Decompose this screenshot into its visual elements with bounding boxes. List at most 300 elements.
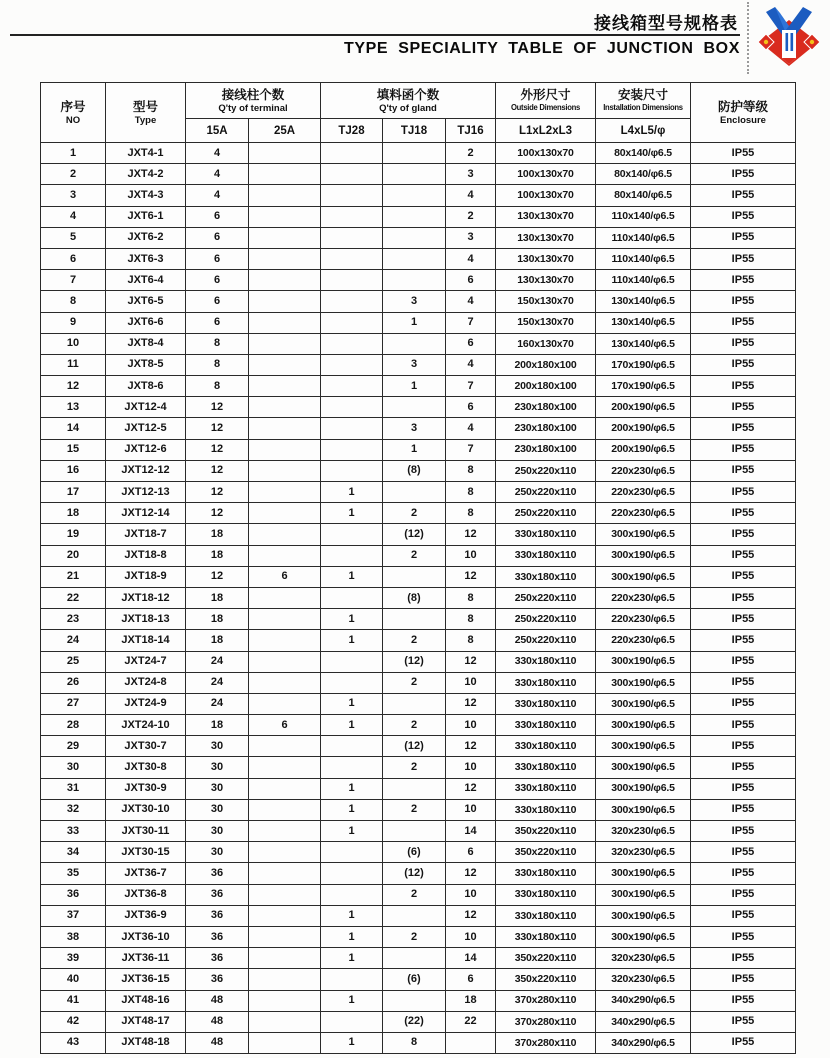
cell-outside: 330x180x110	[496, 566, 596, 587]
cell-tj28	[321, 354, 383, 375]
cell-no: 23	[41, 609, 106, 630]
cell-type: JXT6-4	[106, 270, 186, 291]
cell-type: JXT24-8	[106, 672, 186, 693]
cell-25a	[249, 248, 321, 269]
cell-tj18: (12)	[383, 736, 446, 757]
title-divider-line	[10, 34, 740, 36]
cell-outside: 150x130x70	[496, 291, 596, 312]
cell-type: JXT30-11	[106, 821, 186, 842]
col-subheader-25a: 25A	[249, 119, 321, 143]
cell-tj18: 1	[383, 376, 446, 397]
cell-tj28	[321, 587, 383, 608]
table-row	[41, 736, 796, 757]
cell-install: 300x190/φ6.5	[596, 566, 691, 587]
cell-enclosure: IP55	[691, 757, 796, 778]
cell-tj18: 2	[383, 545, 446, 566]
cell-outside: 250x220x110	[496, 460, 596, 481]
cell-enclosure: IP55	[691, 821, 796, 842]
cell-outside: 330x180x110	[496, 651, 596, 672]
cell-tj16: 6	[446, 842, 496, 863]
col-header-outside-dimensions: 外形尺寸 Outside Dimensions	[496, 83, 596, 119]
table-row	[41, 587, 796, 608]
cell-tj16: 8	[446, 482, 496, 503]
cell-15a: 12	[186, 460, 249, 481]
cell-tj18: (12)	[383, 863, 446, 884]
cell-outside: 330x180x110	[496, 863, 596, 884]
cell-tj28	[321, 185, 383, 206]
cell-tj18: (6)	[383, 969, 446, 990]
cell-15a: 30	[186, 821, 249, 842]
cell-enclosure: IP55	[691, 905, 796, 926]
cell-outside: 250x220x110	[496, 503, 596, 524]
col-header-type: 型号 Type	[106, 83, 186, 143]
cell-install: 300x190/φ6.5	[596, 778, 691, 799]
cell-tj18: 1	[383, 312, 446, 333]
cell-no: 36	[41, 884, 106, 905]
cell-25a	[249, 206, 321, 227]
cell-15a: 36	[186, 863, 249, 884]
cell-tj18	[383, 248, 446, 269]
cell-outside: 330x180x110	[496, 736, 596, 757]
cell-install: 220x230/φ6.5	[596, 630, 691, 651]
cell-25a	[249, 757, 321, 778]
cell-enclosure: IP55	[691, 418, 796, 439]
cell-15a: 8	[186, 376, 249, 397]
cell-enclosure: IP55	[691, 376, 796, 397]
cell-tj28	[321, 418, 383, 439]
table-row	[41, 503, 796, 524]
cell-install: 220x230/φ6.5	[596, 460, 691, 481]
cell-type: JXT8-4	[106, 333, 186, 354]
cell-tj18: 2	[383, 630, 446, 651]
table-row	[41, 799, 796, 820]
cell-outside: 160x130x70	[496, 333, 596, 354]
cell-install: 340x290/φ6.5	[596, 1011, 691, 1032]
cell-outside: 330x180x110	[496, 545, 596, 566]
cell-tj16: 10	[446, 799, 496, 820]
cell-enclosure: IP55	[691, 439, 796, 460]
table-row	[41, 990, 796, 1011]
cell-25a	[249, 799, 321, 820]
cell-25a	[249, 333, 321, 354]
cell-enclosure: IP55	[691, 545, 796, 566]
cell-tj28	[321, 651, 383, 672]
cell-tj16: 10	[446, 672, 496, 693]
col-header-no: 序号 NO	[41, 83, 106, 143]
table-row	[41, 715, 796, 736]
cell-no: 35	[41, 863, 106, 884]
cell-tj18: 2	[383, 884, 446, 905]
cell-tj28: 1	[321, 503, 383, 524]
cell-outside: 330x180x110	[496, 905, 596, 926]
cell-enclosure: IP55	[691, 312, 796, 333]
cell-tj16: 8	[446, 609, 496, 630]
table-row	[41, 354, 796, 375]
cell-outside: 330x180x110	[496, 672, 596, 693]
cell-tj28: 1	[321, 905, 383, 926]
cell-tj18	[383, 609, 446, 630]
cell-install: 110x140/φ6.5	[596, 206, 691, 227]
cell-no: 3	[41, 185, 106, 206]
cell-15a: 6	[186, 270, 249, 291]
cell-outside: 100x130x70	[496, 143, 596, 164]
cell-tj28	[321, 545, 383, 566]
cell-enclosure: IP55	[691, 842, 796, 863]
cell-install: 300x190/φ6.5	[596, 715, 691, 736]
cell-type: JXT18-14	[106, 630, 186, 651]
cell-tj18: 2	[383, 799, 446, 820]
table-row	[41, 969, 796, 990]
cell-no: 39	[41, 948, 106, 969]
cell-25a: 6	[249, 566, 321, 587]
cell-25a	[249, 630, 321, 651]
cell-tj28: 1	[321, 715, 383, 736]
cell-tj18: 3	[383, 354, 446, 375]
cell-install: 170x190/φ6.5	[596, 354, 691, 375]
cell-tj28	[321, 884, 383, 905]
table-row	[41, 164, 796, 185]
table-row	[41, 482, 796, 503]
cell-install: 300x190/φ6.5	[596, 757, 691, 778]
cell-type: JXT24-9	[106, 693, 186, 714]
table-row	[41, 1032, 796, 1053]
cell-outside: 200x180x100	[496, 354, 596, 375]
cell-outside: 370x280x110	[496, 990, 596, 1011]
cell-25a	[249, 354, 321, 375]
cell-tj18	[383, 333, 446, 354]
cell-type: JXT6-6	[106, 312, 186, 333]
cell-enclosure: IP55	[691, 693, 796, 714]
cell-enclosure: IP55	[691, 291, 796, 312]
cell-outside: 330x180x110	[496, 778, 596, 799]
cell-tj16: 2	[446, 143, 496, 164]
table-row	[41, 821, 796, 842]
cell-no: 38	[41, 926, 106, 947]
cell-type: JXT36-9	[106, 905, 186, 926]
cell-enclosure: IP55	[691, 884, 796, 905]
cell-25a	[249, 990, 321, 1011]
cell-no: 11	[41, 354, 106, 375]
cell-tj16: 14	[446, 821, 496, 842]
table-row	[41, 270, 796, 291]
cell-enclosure: IP55	[691, 1011, 796, 1032]
cell-enclosure: IP55	[691, 482, 796, 503]
table-head	[41, 83, 796, 143]
cell-type: JXT48-18	[106, 1032, 186, 1053]
table-row	[41, 418, 796, 439]
cell-install: 340x290/φ6.5	[596, 1032, 691, 1053]
cell-25a	[249, 376, 321, 397]
cell-tj28: 1	[321, 1032, 383, 1053]
cell-enclosure: IP55	[691, 460, 796, 481]
cell-tj18: 8	[383, 1032, 446, 1053]
cell-25a	[249, 863, 321, 884]
cell-tj16: 14	[446, 948, 496, 969]
table-row	[41, 630, 796, 651]
cell-tj28: 1	[321, 609, 383, 630]
cell-no: 37	[41, 905, 106, 926]
cell-15a: 48	[186, 990, 249, 1011]
cell-25a	[249, 736, 321, 757]
cell-tj16: 12	[446, 905, 496, 926]
cell-25a	[249, 545, 321, 566]
cell-tj18: 2	[383, 503, 446, 524]
table-row	[41, 948, 796, 969]
cell-no: 18	[41, 503, 106, 524]
cell-enclosure: IP55	[691, 630, 796, 651]
cell-tj18	[383, 206, 446, 227]
cell-no: 7	[41, 270, 106, 291]
cell-25a	[249, 1032, 321, 1053]
cell-15a: 8	[186, 354, 249, 375]
cell-tj18: 2	[383, 757, 446, 778]
cell-outside: 200x180x100	[496, 376, 596, 397]
col-header-terminal: 接线柱个数 Q'ty of terminal	[186, 83, 321, 119]
cell-outside: 250x220x110	[496, 630, 596, 651]
cell-tj16: 12	[446, 736, 496, 757]
cell-type: JXT48-16	[106, 990, 186, 1011]
cell-tj18	[383, 566, 446, 587]
cell-no: 19	[41, 524, 106, 545]
cell-25a	[249, 969, 321, 990]
col-subheader-l4l5: L4xL5/φ	[596, 119, 691, 143]
cell-type: JXT12-13	[106, 482, 186, 503]
cell-tj16: 3	[446, 164, 496, 185]
cell-15a: 36	[186, 926, 249, 947]
cell-tj28: 1	[321, 693, 383, 714]
table-row	[41, 651, 796, 672]
table-row	[41, 227, 796, 248]
cell-tj18: (6)	[383, 842, 446, 863]
cell-tj16: 6	[446, 397, 496, 418]
cell-25a	[249, 503, 321, 524]
cell-type: JXT6-1	[106, 206, 186, 227]
cell-no: 40	[41, 969, 106, 990]
cell-type: JXT30-8	[106, 757, 186, 778]
cell-no: 41	[41, 990, 106, 1011]
cell-tj28: 1	[321, 799, 383, 820]
cell-15a: 18	[186, 609, 249, 630]
cell-tj28: 1	[321, 630, 383, 651]
cell-no: 24	[41, 630, 106, 651]
cell-tj28	[321, 143, 383, 164]
cell-15a: 6	[186, 248, 249, 269]
cell-install: 80x140/φ6.5	[596, 143, 691, 164]
cell-25a	[249, 926, 321, 947]
cell-outside: 130x130x70	[496, 248, 596, 269]
cell-tj28	[321, 270, 383, 291]
cell-15a: 6	[186, 206, 249, 227]
cell-outside: 350x220x110	[496, 842, 596, 863]
cell-enclosure: IP55	[691, 270, 796, 291]
cell-type: JXT36-11	[106, 948, 186, 969]
cell-type: JXT12-14	[106, 503, 186, 524]
cell-tj18: 2	[383, 715, 446, 736]
cell-install: 220x230/φ6.5	[596, 482, 691, 503]
cell-no: 26	[41, 672, 106, 693]
table-row	[41, 693, 796, 714]
cell-install: 130x140/φ6.5	[596, 291, 691, 312]
brand-logo-icon	[758, 4, 820, 72]
table-row	[41, 248, 796, 269]
cell-tj28	[321, 524, 383, 545]
cell-outside: 330x180x110	[496, 524, 596, 545]
logo-divider-dotted	[747, 2, 749, 74]
cell-15a: 12	[186, 418, 249, 439]
cell-15a: 12	[186, 503, 249, 524]
cell-25a	[249, 143, 321, 164]
table-row	[41, 185, 796, 206]
cell-type: JXT6-5	[106, 291, 186, 312]
cell-outside: 350x220x110	[496, 821, 596, 842]
cell-enclosure: IP55	[691, 609, 796, 630]
cell-25a	[249, 1011, 321, 1032]
cell-tj18	[383, 185, 446, 206]
cell-install: 300x190/φ6.5	[596, 693, 691, 714]
cell-15a: 36	[186, 884, 249, 905]
cell-15a: 30	[186, 757, 249, 778]
junction-box-spec-table	[40, 82, 796, 1054]
cell-25a	[249, 460, 321, 481]
cell-install: 300x190/φ6.5	[596, 672, 691, 693]
cell-outside: 330x180x110	[496, 693, 596, 714]
cell-tj16: 7	[446, 312, 496, 333]
cell-type: JXT30-10	[106, 799, 186, 820]
cell-outside: 330x180x110	[496, 926, 596, 947]
cell-install: 110x140/φ6.5	[596, 248, 691, 269]
cell-no: 42	[41, 1011, 106, 1032]
cell-tj28	[321, 291, 383, 312]
cell-tj28	[321, 736, 383, 757]
table-row	[41, 609, 796, 630]
cell-no: 13	[41, 397, 106, 418]
cell-no: 10	[41, 333, 106, 354]
cell-outside: 230x180x100	[496, 397, 596, 418]
col-subheader-15a: 15A	[186, 119, 249, 143]
cell-tj28	[321, 1011, 383, 1032]
cell-outside: 330x180x110	[496, 884, 596, 905]
cell-25a	[249, 884, 321, 905]
cell-no: 8	[41, 291, 106, 312]
cell-tj18	[383, 270, 446, 291]
cell-tj16: 12	[446, 778, 496, 799]
cell-enclosure: IP55	[691, 990, 796, 1011]
cell-no: 1	[41, 143, 106, 164]
table-row	[41, 376, 796, 397]
cell-tj28: 1	[321, 990, 383, 1011]
cell-tj16	[446, 1032, 496, 1053]
cell-enclosure: IP55	[691, 736, 796, 757]
cell-enclosure: IP55	[691, 948, 796, 969]
cell-install: 220x230/φ6.5	[596, 609, 691, 630]
cell-install: 220x230/φ6.5	[596, 503, 691, 524]
cell-no: 25	[41, 651, 106, 672]
cell-install: 320x230/φ6.5	[596, 969, 691, 990]
cell-tj16: 10	[446, 926, 496, 947]
cell-tj18: (22)	[383, 1011, 446, 1032]
cell-tj28: 1	[321, 948, 383, 969]
cell-enclosure: IP55	[691, 164, 796, 185]
cell-25a	[249, 312, 321, 333]
cell-outside: 230x180x100	[496, 418, 596, 439]
cell-15a: 36	[186, 948, 249, 969]
col-subheader-tj16: TJ16	[446, 119, 496, 143]
cell-install: 170x190/φ6.5	[596, 376, 691, 397]
cell-install: 200x190/φ6.5	[596, 397, 691, 418]
cell-25a	[249, 397, 321, 418]
cell-enclosure: IP55	[691, 248, 796, 269]
cell-tj28	[321, 842, 383, 863]
cell-install: 220x230/φ6.5	[596, 587, 691, 608]
cell-no: 20	[41, 545, 106, 566]
cell-install: 80x140/φ6.5	[596, 164, 691, 185]
cell-15a: 18	[186, 715, 249, 736]
cell-15a: 4	[186, 143, 249, 164]
cell-tj16: 7	[446, 376, 496, 397]
page-title-en: TYPE SPECIALITY TABLE OF JUNCTION BOX	[344, 40, 740, 57]
cell-enclosure: IP55	[691, 799, 796, 820]
cell-15a: 6	[186, 291, 249, 312]
cell-outside: 230x180x100	[496, 439, 596, 460]
cell-outside: 130x130x70	[496, 206, 596, 227]
cell-15a: 30	[186, 842, 249, 863]
cell-enclosure: IP55	[691, 926, 796, 947]
cell-type: JXT8-5	[106, 354, 186, 375]
cell-tj28	[321, 397, 383, 418]
cell-tj28: 1	[321, 566, 383, 587]
col-subheader-tj18: TJ18	[383, 119, 446, 143]
cell-outside: 250x220x110	[496, 482, 596, 503]
table-body	[41, 143, 796, 1054]
cell-enclosure: IP55	[691, 969, 796, 990]
cell-tj28	[321, 439, 383, 460]
cell-tj16: 6	[446, 969, 496, 990]
cell-tj28	[321, 969, 383, 990]
cell-25a: 6	[249, 715, 321, 736]
cell-15a: 18	[186, 545, 249, 566]
cell-25a	[249, 842, 321, 863]
cell-tj28: 1	[321, 778, 383, 799]
table-row	[41, 905, 796, 926]
cell-no: 14	[41, 418, 106, 439]
cell-outside: 370x280x110	[496, 1011, 596, 1032]
cell-tj28	[321, 376, 383, 397]
col-subheader-l1l2l3: L1xL2xL3	[496, 119, 596, 143]
cell-15a: 30	[186, 736, 249, 757]
cell-15a: 12	[186, 439, 249, 460]
cell-no: 29	[41, 736, 106, 757]
table-row	[41, 524, 796, 545]
cell-tj16: 7	[446, 439, 496, 460]
cell-tj16: 22	[446, 1011, 496, 1032]
cell-outside: 130x130x70	[496, 227, 596, 248]
cell-tj28: 1	[321, 926, 383, 947]
cell-outside: 100x130x70	[496, 185, 596, 206]
table-row	[41, 672, 796, 693]
cell-type: JXT18-12	[106, 587, 186, 608]
cell-type: JXT12-12	[106, 460, 186, 481]
cell-install: 340x290/φ6.5	[596, 990, 691, 1011]
cell-25a	[249, 948, 321, 969]
cell-type: JXT18-8	[106, 545, 186, 566]
table-row	[41, 842, 796, 863]
col-subheader-tj28: TJ28	[321, 119, 383, 143]
cell-no: 21	[41, 566, 106, 587]
cell-tj28	[321, 863, 383, 884]
table-row	[41, 926, 796, 947]
cell-install: 110x140/φ6.5	[596, 227, 691, 248]
cell-tj16: 12	[446, 863, 496, 884]
